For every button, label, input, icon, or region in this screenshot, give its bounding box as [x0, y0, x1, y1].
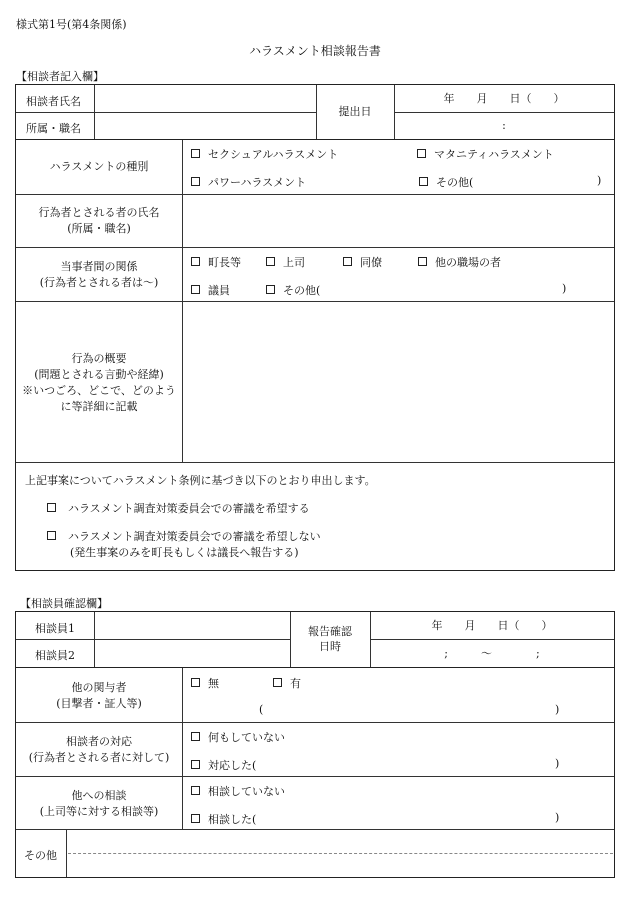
other-field[interactable] [68, 831, 613, 876]
consult-label-line2: (上司等に対する相談等) [39, 805, 159, 818]
checkbox-icon [191, 678, 200, 687]
submit-date-label: 提出日 [338, 105, 372, 118]
confirm-date-field[interactable]: 年 月 日（ ） [431, 619, 553, 632]
staff1-field[interactable] [96, 613, 288, 638]
staff2-field[interactable] [96, 641, 288, 666]
affiliation-label: 所属・職名 [26, 122, 81, 135]
actor-name-field[interactable] [184, 196, 612, 246]
checkbox-icon [191, 786, 200, 795]
checkbox-icon [191, 257, 200, 266]
consult-label-line1: 他への相談 [71, 789, 127, 802]
checkbox-icon [417, 149, 426, 158]
actor-label-line1: 行為者とされる者の氏名 [38, 206, 160, 219]
response-paren-close: ) [555, 757, 560, 770]
consultant-name-field[interactable] [96, 86, 314, 111]
consultant-name-label: 相談者氏名 [26, 95, 81, 108]
checkbox-icon [191, 760, 200, 769]
summary-label-line1: 行為の概要 [71, 352, 127, 365]
summary-label-line4: に等詳細に記載 [60, 400, 138, 413]
relation-label-line2: (行為者とされる者は〜) [39, 276, 159, 289]
others-label-line1: 他の関与者 [71, 681, 127, 694]
summary-field[interactable] [184, 303, 612, 460]
review-not-wanted-checkbox[interactable]: ハラスメント調査対策委員会での審議を希望しない [47, 528, 321, 544]
consult-none-checkbox[interactable]: 相談していない [191, 783, 285, 799]
checkbox-icon [419, 177, 428, 186]
review-note: (発生事案のみを町長もしくは議長へ報告する) [70, 546, 299, 559]
consult-paren-close: ) [555, 811, 560, 824]
checkbox-icon [191, 285, 200, 294]
checkbox-icon [418, 257, 427, 266]
summary-label-line3: ※いつごろ、どこで、どのよう [22, 384, 176, 397]
consult-done-checkbox[interactable]: 相談した( [191, 811, 256, 827]
others-yes-checkbox[interactable]: 有 [273, 675, 301, 691]
consultant-section-header: 【相談者記入欄】 [16, 70, 104, 83]
relation-label-line1: 当事者間の関係 [60, 260, 138, 273]
relation-mayor-checkbox[interactable]: 町長等 [191, 254, 241, 270]
checkbox-icon [191, 177, 200, 186]
response-label-line1: 相談者の対応 [66, 735, 132, 748]
staff2-label: 相談員2 [35, 649, 75, 662]
response-label-line2: (行為者とされる者に対して) [28, 751, 170, 764]
type-power-checkbox[interactable]: パワーハラスメント [191, 174, 306, 190]
checkbox-icon [47, 531, 56, 540]
relation-boss-checkbox[interactable]: 上司 [266, 254, 305, 270]
type-other-checkbox[interactable]: その他( [419, 174, 473, 190]
response-done-checkbox[interactable]: 対応した( [191, 757, 256, 773]
harassment-type-label: ハラスメントの種別 [49, 160, 149, 173]
submit-time-field[interactable]: : [502, 119, 506, 132]
relation-colleague-checkbox[interactable]: 同僚 [343, 254, 382, 270]
form-number: 様式第1号(第4条関係) [16, 18, 127, 31]
checkbox-icon [343, 257, 352, 266]
affiliation-field[interactable] [96, 114, 314, 138]
others-paren-open: ( [259, 703, 264, 716]
relation-other-workplace-checkbox[interactable]: 他の職場の者 [418, 254, 501, 270]
staff-section-header: 【相談員確認欄】 [20, 597, 108, 610]
actor-label-line2: (所属・職名) [67, 222, 131, 235]
checkbox-icon [191, 732, 200, 741]
summary-label-line2: (問題とされる言動や経緯) [34, 368, 164, 381]
confirm-label-line1: 報告確認 [308, 625, 352, 638]
confirm-label-line2: 日時 [319, 640, 341, 653]
type-other-close: ) [597, 174, 602, 187]
type-maternity-checkbox[interactable]: マタニティハラスメント [417, 146, 554, 162]
others-label-line2: (目撃者・証人等) [56, 697, 142, 710]
others-none-checkbox[interactable]: 無 [191, 675, 219, 691]
relation-other-checkbox[interactable]: その他( [266, 282, 320, 298]
checkbox-icon [266, 257, 275, 266]
checkbox-icon [191, 814, 200, 823]
review-wanted-checkbox[interactable]: ハラスメント調査対策委員会での審議を希望する [47, 500, 310, 516]
checkbox-icon [191, 149, 200, 158]
staff1-label: 相談員1 [35, 622, 75, 635]
other-label: その他 [24, 849, 57, 862]
type-sexual-checkbox[interactable]: セクシュアルハラスメント [191, 146, 338, 162]
checkbox-icon [273, 678, 282, 687]
checkbox-icon [266, 285, 275, 294]
checkbox-icon [47, 503, 56, 512]
relation-councilor-checkbox[interactable]: 議員 [191, 282, 230, 298]
others-paren-close: ) [555, 703, 560, 716]
declaration-text: 上記事案についてハラスメント条例に基づき以下のとおり申出します。 [25, 474, 376, 487]
response-none-checkbox[interactable]: 何もしていない [191, 729, 285, 745]
relation-other-close: ) [562, 282, 567, 295]
page-title: ハラスメント相談報告書 [249, 44, 381, 58]
submit-date-field[interactable]: 年 月 日（ ） [443, 92, 565, 105]
confirm-time-field[interactable]: ; 〜 ; [444, 647, 540, 660]
